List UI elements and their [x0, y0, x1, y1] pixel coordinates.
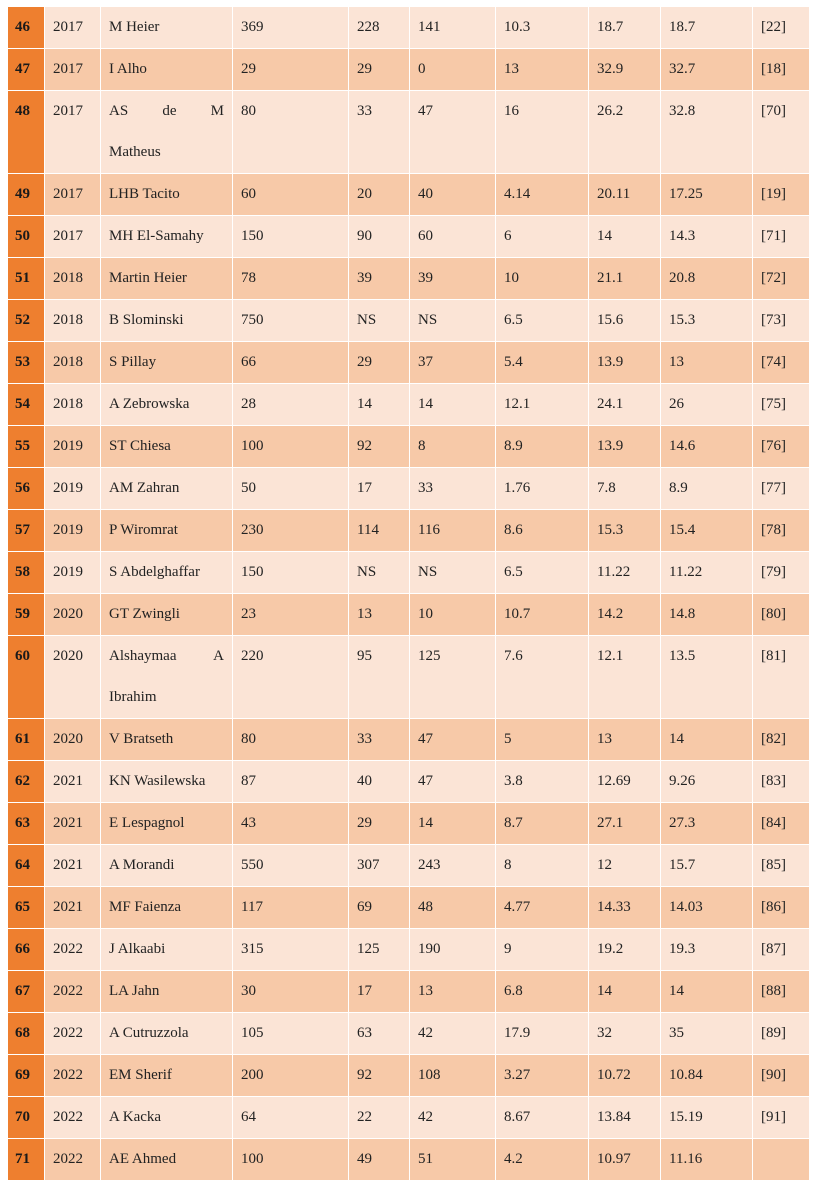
group-b-cell: 48: [410, 887, 496, 929]
value-e-cell: 14.03: [661, 887, 753, 929]
row-number-cell: 58: [8, 552, 45, 594]
total-cell: 30: [233, 971, 349, 1013]
author-name: [109, 636, 224, 718]
author-cell: MF Faienza: [101, 887, 233, 929]
author-cell: P Wiromrat: [101, 510, 233, 552]
group-a-cell: 29: [349, 49, 410, 91]
table-row: [8, 971, 810, 1013]
group-a-cell: 17: [349, 468, 410, 510]
value-c-cell: 5: [496, 719, 589, 761]
group-a-cell: 33: [349, 719, 410, 761]
author-name-line-2: Ibrahim: [109, 689, 157, 705]
group-a-cell: 17: [349, 971, 410, 1013]
year-cell: 2019: [45, 468, 101, 510]
group-b-cell: 47: [410, 761, 496, 803]
total-cell: 200: [233, 1055, 349, 1097]
group-b-cell: 51: [410, 1139, 496, 1181]
value-c-cell: 13: [496, 49, 589, 91]
group-b-cell: 116: [410, 510, 496, 552]
total-cell: 150: [233, 552, 349, 594]
value-c-cell: 10.3: [496, 7, 589, 49]
value-e-cell: 13: [661, 342, 753, 384]
table-row: [8, 594, 810, 636]
value-e-cell: 20.8: [661, 258, 753, 300]
author-cell: E Lespagnol: [101, 803, 233, 845]
author-cell: [101, 91, 233, 174]
group-a-cell: 13: [349, 594, 410, 636]
value-d-cell: 13: [589, 719, 661, 761]
value-c-cell: 7.6: [496, 636, 589, 719]
value-d-cell: 13.9: [589, 342, 661, 384]
row-number-cell: 63: [8, 803, 45, 845]
value-c-cell: 9: [496, 929, 589, 971]
value-d-cell: 11.22: [589, 552, 661, 594]
reference-cell: [73]: [753, 300, 810, 342]
group-b-cell: 40: [410, 174, 496, 216]
row-number-cell: 53: [8, 342, 45, 384]
value-e-cell: 15.7: [661, 845, 753, 887]
year-cell: 2018: [45, 300, 101, 342]
value-c-cell: 17.9: [496, 1013, 589, 1055]
value-e-cell: 14.6: [661, 426, 753, 468]
year-cell: 2021: [45, 761, 101, 803]
row-number-cell: 49: [8, 174, 45, 216]
author-cell: J Alkaabi: [101, 929, 233, 971]
group-a-cell: 307: [349, 845, 410, 887]
reference-cell: [87]: [753, 929, 810, 971]
group-a-cell: 33: [349, 91, 410, 174]
table-row: [8, 929, 810, 971]
author-cell: Martin Heier: [101, 258, 233, 300]
reference-cell: [84]: [753, 803, 810, 845]
year-cell: 2020: [45, 719, 101, 761]
value-c-cell: 6.5: [496, 300, 589, 342]
group-b-cell: 108: [410, 1055, 496, 1097]
value-e-cell: 19.3: [661, 929, 753, 971]
author-cell: S Abdelghaffar: [101, 552, 233, 594]
value-d-cell: 32: [589, 1013, 661, 1055]
total-cell: 150: [233, 216, 349, 258]
value-c-cell: 8.9: [496, 426, 589, 468]
author-cell: I Alho: [101, 49, 233, 91]
author-cell: AE Ahmed: [101, 1139, 233, 1181]
reference-cell: [81]: [753, 636, 810, 719]
total-cell: 230: [233, 510, 349, 552]
value-e-cell: 14.8: [661, 594, 753, 636]
value-e-cell: 15.19: [661, 1097, 753, 1139]
value-c-cell: 4.77: [496, 887, 589, 929]
table-row: [8, 1055, 810, 1097]
total-cell: 78: [233, 258, 349, 300]
group-a-cell: 125: [349, 929, 410, 971]
value-d-cell: 12.1: [589, 636, 661, 719]
reference-cell: [70]: [753, 91, 810, 174]
value-d-cell: 26.2: [589, 91, 661, 174]
group-b-cell: 8: [410, 426, 496, 468]
row-number-cell: 54: [8, 384, 45, 426]
table-row: [8, 258, 810, 300]
author-cell: EM Sherif: [101, 1055, 233, 1097]
author-cell: ST Chiesa: [101, 426, 233, 468]
value-d-cell: 27.1: [589, 803, 661, 845]
row-number-cell: 57: [8, 510, 45, 552]
total-cell: 100: [233, 1139, 349, 1181]
reference-cell: [19]: [753, 174, 810, 216]
table-row: [8, 719, 810, 761]
table-row: [8, 552, 810, 594]
studies-table: [7, 6, 810, 1181]
author-cell: [101, 636, 233, 719]
group-a-cell: 90: [349, 216, 410, 258]
total-cell: 105: [233, 1013, 349, 1055]
group-b-cell: 37: [410, 342, 496, 384]
reference-cell: [88]: [753, 971, 810, 1013]
value-c-cell: 16: [496, 91, 589, 174]
group-a-cell: 29: [349, 803, 410, 845]
reference-cell: [90]: [753, 1055, 810, 1097]
reference-cell: [18]: [753, 49, 810, 91]
value-d-cell: 15.3: [589, 510, 661, 552]
value-c-cell: 8.7: [496, 803, 589, 845]
total-cell: 315: [233, 929, 349, 971]
year-cell: 2019: [45, 426, 101, 468]
group-a-cell: 63: [349, 1013, 410, 1055]
value-e-cell: 27.3: [661, 803, 753, 845]
value-d-cell: 18.7: [589, 7, 661, 49]
author-cell: B Slominski: [101, 300, 233, 342]
total-cell: 66: [233, 342, 349, 384]
row-number-cell: 66: [8, 929, 45, 971]
total-cell: 80: [233, 91, 349, 174]
group-a-cell: 40: [349, 761, 410, 803]
group-a-cell: 92: [349, 1055, 410, 1097]
value-d-cell: 14.33: [589, 887, 661, 929]
value-d-cell: 19.2: [589, 929, 661, 971]
row-number-cell: 51: [8, 258, 45, 300]
author-cell: LA Jahn: [101, 971, 233, 1013]
value-c-cell: 6: [496, 216, 589, 258]
total-cell: 369: [233, 7, 349, 49]
total-cell: 60: [233, 174, 349, 216]
group-a-cell: 29: [349, 342, 410, 384]
group-b-cell: NS: [410, 552, 496, 594]
value-d-cell: 13.84: [589, 1097, 661, 1139]
value-e-cell: 26: [661, 384, 753, 426]
value-e-cell: 13.5: [661, 636, 753, 719]
table-body: [8, 7, 810, 1181]
table-row: [8, 300, 810, 342]
group-a-cell: 114: [349, 510, 410, 552]
reference-cell: [22]: [753, 7, 810, 49]
total-cell: 220: [233, 636, 349, 719]
table-row: [8, 510, 810, 552]
group-b-cell: NS: [410, 300, 496, 342]
table-row: [8, 803, 810, 845]
year-cell: 2021: [45, 803, 101, 845]
table-row: [8, 49, 810, 91]
value-d-cell: 15.6: [589, 300, 661, 342]
total-cell: 750: [233, 300, 349, 342]
year-cell: 2019: [45, 552, 101, 594]
value-c-cell: 4.14: [496, 174, 589, 216]
total-cell: 87: [233, 761, 349, 803]
value-e-cell: 11.22: [661, 552, 753, 594]
row-number-cell: 52: [8, 300, 45, 342]
value-e-cell: 32.8: [661, 91, 753, 174]
value-e-cell: 32.7: [661, 49, 753, 91]
group-b-cell: 14: [410, 384, 496, 426]
reference-cell: [72]: [753, 258, 810, 300]
value-d-cell: 12: [589, 845, 661, 887]
year-cell: 2019: [45, 510, 101, 552]
year-cell: 2018: [45, 342, 101, 384]
group-b-cell: 141: [410, 7, 496, 49]
year-cell: 2022: [45, 1055, 101, 1097]
value-d-cell: 14: [589, 216, 661, 258]
reference-cell: [89]: [753, 1013, 810, 1055]
reference-cell: [82]: [753, 719, 810, 761]
group-a-cell: 49: [349, 1139, 410, 1181]
year-cell: 2021: [45, 845, 101, 887]
author-cell: LHB Tacito: [101, 174, 233, 216]
value-d-cell: 14: [589, 971, 661, 1013]
value-d-cell: 10.72: [589, 1055, 661, 1097]
row-number-cell: 61: [8, 719, 45, 761]
reference-cell: [80]: [753, 594, 810, 636]
group-a-cell: 92: [349, 426, 410, 468]
value-e-cell: 14: [661, 971, 753, 1013]
author-cell: MH El-Samahy: [101, 216, 233, 258]
year-cell: 2017: [45, 216, 101, 258]
table-row: [8, 887, 810, 929]
table-row: [8, 342, 810, 384]
table-row: [8, 174, 810, 216]
value-d-cell: 10.97: [589, 1139, 661, 1181]
value-d-cell: 32.9: [589, 49, 661, 91]
studies-table-container: [7, 6, 809, 1181]
value-c-cell: 8: [496, 845, 589, 887]
reference-cell: [91]: [753, 1097, 810, 1139]
value-e-cell: 11.16: [661, 1139, 753, 1181]
group-b-cell: 14: [410, 803, 496, 845]
total-cell: 29: [233, 49, 349, 91]
group-a-cell: 69: [349, 887, 410, 929]
group-b-cell: 125: [410, 636, 496, 719]
reference-cell: [79]: [753, 552, 810, 594]
reference-cell: [83]: [753, 761, 810, 803]
group-b-cell: 13: [410, 971, 496, 1013]
value-e-cell: 10.84: [661, 1055, 753, 1097]
value-e-cell: 14: [661, 719, 753, 761]
value-e-cell: 35: [661, 1013, 753, 1055]
value-c-cell: 6.8: [496, 971, 589, 1013]
row-number-cell: 65: [8, 887, 45, 929]
table-row: [8, 1139, 810, 1181]
group-a-cell: 22: [349, 1097, 410, 1139]
value-c-cell: 6.5: [496, 552, 589, 594]
value-e-cell: 18.7: [661, 7, 753, 49]
value-c-cell: 5.4: [496, 342, 589, 384]
table-row: [8, 1013, 810, 1055]
table-row: [8, 636, 810, 719]
row-number-cell: 46: [8, 7, 45, 49]
row-number-cell: 60: [8, 636, 45, 719]
author-cell: S Pillay: [101, 342, 233, 384]
table-row: [8, 468, 810, 510]
author-cell: M Heier: [101, 7, 233, 49]
year-cell: 2020: [45, 636, 101, 719]
author-cell: A Zebrowska: [101, 384, 233, 426]
author-cell: A Morandi: [101, 845, 233, 887]
value-e-cell: 15.4: [661, 510, 753, 552]
table-row: [8, 384, 810, 426]
row-number-cell: 64: [8, 845, 45, 887]
reference-cell: [76]: [753, 426, 810, 468]
total-cell: 550: [233, 845, 349, 887]
total-cell: 117: [233, 887, 349, 929]
value-c-cell: 10: [496, 258, 589, 300]
group-b-cell: 60: [410, 216, 496, 258]
group-a-cell: 20: [349, 174, 410, 216]
table-row: [8, 216, 810, 258]
year-cell: 2021: [45, 887, 101, 929]
value-c-cell: 8.67: [496, 1097, 589, 1139]
year-cell: 2022: [45, 1013, 101, 1055]
row-number-cell: 47: [8, 49, 45, 91]
group-b-cell: 10: [410, 594, 496, 636]
author-cell: V Bratseth: [101, 719, 233, 761]
author-cell: GT Zwingli: [101, 594, 233, 636]
author-name: [109, 91, 224, 173]
year-cell: 2017: [45, 91, 101, 174]
year-cell: 2022: [45, 971, 101, 1013]
total-cell: 64: [233, 1097, 349, 1139]
table-row: [8, 426, 810, 468]
author-name-line-1: AS de M: [109, 103, 224, 119]
reference-cell: [71]: [753, 216, 810, 258]
row-number-cell: 67: [8, 971, 45, 1013]
reference-cell: [75]: [753, 384, 810, 426]
row-number-cell: 70: [8, 1097, 45, 1139]
year-cell: 2017: [45, 49, 101, 91]
value-d-cell: 12.69: [589, 761, 661, 803]
row-number-cell: 59: [8, 594, 45, 636]
row-number-cell: 55: [8, 426, 45, 468]
table-row: [8, 91, 810, 174]
group-a-cell: 39: [349, 258, 410, 300]
group-a-cell: NS: [349, 300, 410, 342]
reference-cell: [78]: [753, 510, 810, 552]
value-c-cell: 4.2: [496, 1139, 589, 1181]
year-cell: 2022: [45, 1139, 101, 1181]
group-b-cell: 42: [410, 1013, 496, 1055]
value-d-cell: 24.1: [589, 384, 661, 426]
group-b-cell: 33: [410, 468, 496, 510]
value-e-cell: 9.26: [661, 761, 753, 803]
author-cell: A Kacka: [101, 1097, 233, 1139]
row-number-cell: 71: [8, 1139, 45, 1181]
table-row: [8, 7, 810, 49]
group-b-cell: 47: [410, 719, 496, 761]
group-a-cell: 95: [349, 636, 410, 719]
value-d-cell: 20.11: [589, 174, 661, 216]
value-e-cell: 8.9: [661, 468, 753, 510]
value-e-cell: 15.3: [661, 300, 753, 342]
year-cell: 2022: [45, 1097, 101, 1139]
year-cell: 2022: [45, 929, 101, 971]
row-number-cell: 56: [8, 468, 45, 510]
reference-cell: [74]: [753, 342, 810, 384]
year-cell: 2017: [45, 7, 101, 49]
table-row: [8, 761, 810, 803]
group-a-cell: 14: [349, 384, 410, 426]
group-b-cell: 47: [410, 91, 496, 174]
value-c-cell: 10.7: [496, 594, 589, 636]
author-name-line-2: Matheus: [109, 144, 161, 160]
group-b-cell: 0: [410, 49, 496, 91]
table-row: [8, 845, 810, 887]
author-name-line-1: Alshaymaa A: [109, 648, 224, 664]
group-b-cell: 39: [410, 258, 496, 300]
value-e-cell: 17.25: [661, 174, 753, 216]
value-d-cell: 14.2: [589, 594, 661, 636]
total-cell: 28: [233, 384, 349, 426]
row-number-cell: 69: [8, 1055, 45, 1097]
group-a-cell: 228: [349, 7, 410, 49]
value-d-cell: 21.1: [589, 258, 661, 300]
author-cell: KN Wasilewska: [101, 761, 233, 803]
author-cell: A Cutruzzola: [101, 1013, 233, 1055]
value-c-cell: 8.6: [496, 510, 589, 552]
reference-cell: [77]: [753, 468, 810, 510]
value-c-cell: 3.27: [496, 1055, 589, 1097]
group-a-cell: NS: [349, 552, 410, 594]
total-cell: 23: [233, 594, 349, 636]
group-b-cell: 243: [410, 845, 496, 887]
value-c-cell: 1.76: [496, 468, 589, 510]
total-cell: 80: [233, 719, 349, 761]
value-d-cell: 7.8: [589, 468, 661, 510]
year-cell: 2018: [45, 384, 101, 426]
reference-cell: [86]: [753, 887, 810, 929]
row-number-cell: 48: [8, 91, 45, 174]
author-cell: AM Zahran: [101, 468, 233, 510]
total-cell: 43: [233, 803, 349, 845]
group-b-cell: 190: [410, 929, 496, 971]
value-c-cell: 3.8: [496, 761, 589, 803]
row-number-cell: 68: [8, 1013, 45, 1055]
year-cell: 2018: [45, 258, 101, 300]
group-b-cell: 42: [410, 1097, 496, 1139]
value-c-cell: 12.1: [496, 384, 589, 426]
reference-cell: [85]: [753, 845, 810, 887]
year-cell: 2020: [45, 594, 101, 636]
total-cell: 100: [233, 426, 349, 468]
value-e-cell: 14.3: [661, 216, 753, 258]
total-cell: 50: [233, 468, 349, 510]
row-number-cell: 62: [8, 761, 45, 803]
reference-cell: [753, 1139, 810, 1181]
row-number-cell: 50: [8, 216, 45, 258]
year-cell: 2017: [45, 174, 101, 216]
table-row: [8, 1097, 810, 1139]
value-d-cell: 13.9: [589, 426, 661, 468]
